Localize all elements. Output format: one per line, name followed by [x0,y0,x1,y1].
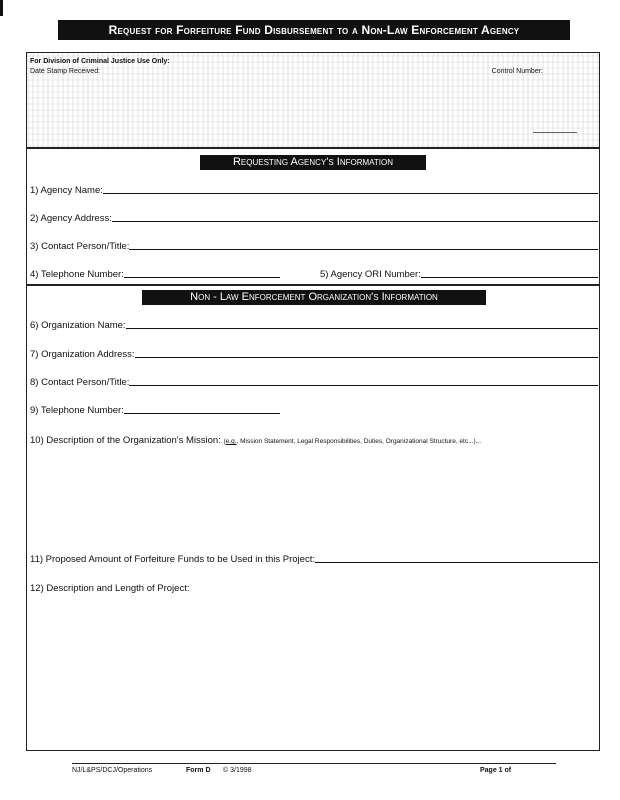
agency-name-line[interactable] [103,193,598,194]
proposed-amount-line[interactable] [315,562,598,563]
agency-ori-label: 5) Agency ORI Number: [320,269,421,280]
organization-section [26,285,600,751]
agency-address-field[interactable] [30,213,598,224]
corner-registration-mark [0,0,3,16]
control-number-label: Control Number: [491,68,543,75]
mission-description-field[interactable] [30,435,481,446]
agency-name-label: 1) Agency Name: [30,185,103,196]
agency-contact-field[interactable] [30,241,598,252]
org-name-field[interactable] [30,320,598,331]
control-number-line[interactable] [533,132,577,133]
mission-hint-text: , Mission Statement, Legal Responsibilities, Duties, Organizational Structure, etc...)... [236,438,482,445]
agency-contact-line[interactable] [129,249,598,250]
form-title: Request for Forfeiture Fund Disbursement to a Non-Law Enforcement Agency [58,20,570,40]
agency-telephone-field[interactable] [30,269,280,280]
agency-address-line[interactable] [112,221,598,222]
mission-hint: (e.g., Mission Statement, Legal Responsibilities, Duties, Organizational Structure, etc...)... [223,438,482,445]
dcj-use-label: For Division of Criminal Justice Use Only: [30,58,170,65]
org-address-field[interactable] [30,349,598,360]
org-contact-label: 8) Contact Person/Title: [30,377,130,388]
requesting-agency-heading: Requesting Agency's Information [200,155,426,170]
project-description-label: 12) Description and Length of Project: [30,583,190,594]
agency-contact-label: 3) Contact Person/Title: [30,241,130,252]
requesting-agency-section [26,148,600,285]
footer-page-number: Page 1 of [480,767,512,774]
proposed-amount-label: 11) Proposed Amount of Forfeiture Funds to be Used in this Project: [30,554,315,565]
agency-telephone-line[interactable] [124,277,280,278]
footer-rule [72,763,556,764]
org-telephone-field[interactable] [30,405,280,416]
proposed-amount-field[interactable] [30,554,598,565]
mission-hint-eg: e.g. [225,438,237,445]
org-address-label: 7) Organization Address: [30,349,135,360]
org-address-line[interactable] [135,357,598,358]
agency-name-field[interactable] [30,185,598,196]
org-telephone-line[interactable] [124,413,280,414]
org-contact-field[interactable] [30,377,598,388]
footer-agency: NJ/L&PS/DCJ/Operations [72,767,153,774]
agency-telephone-label: 4) Telephone Number: [30,269,124,280]
org-contact-line[interactable] [129,385,598,386]
org-name-label: 6) Organization Name: [30,320,126,331]
footer-form-id: Form D [186,767,211,774]
organization-heading: Non - Law Enforcement Organization's Information [142,290,486,305]
agency-address-label: 2) Agency Address: [30,213,112,224]
footer-date: © 3/1998 [223,767,252,774]
date-stamp-label: Date Stamp Received: [30,68,101,75]
mission-label: 10) Description of the Organization's Mission: [30,435,221,446]
agency-ori-field[interactable] [320,269,598,280]
org-telephone-label: 9) Telephone Number: [30,405,124,416]
org-name-line[interactable] [126,328,598,329]
dcj-use-box [26,52,600,148]
agency-ori-line[interactable] [421,277,598,278]
